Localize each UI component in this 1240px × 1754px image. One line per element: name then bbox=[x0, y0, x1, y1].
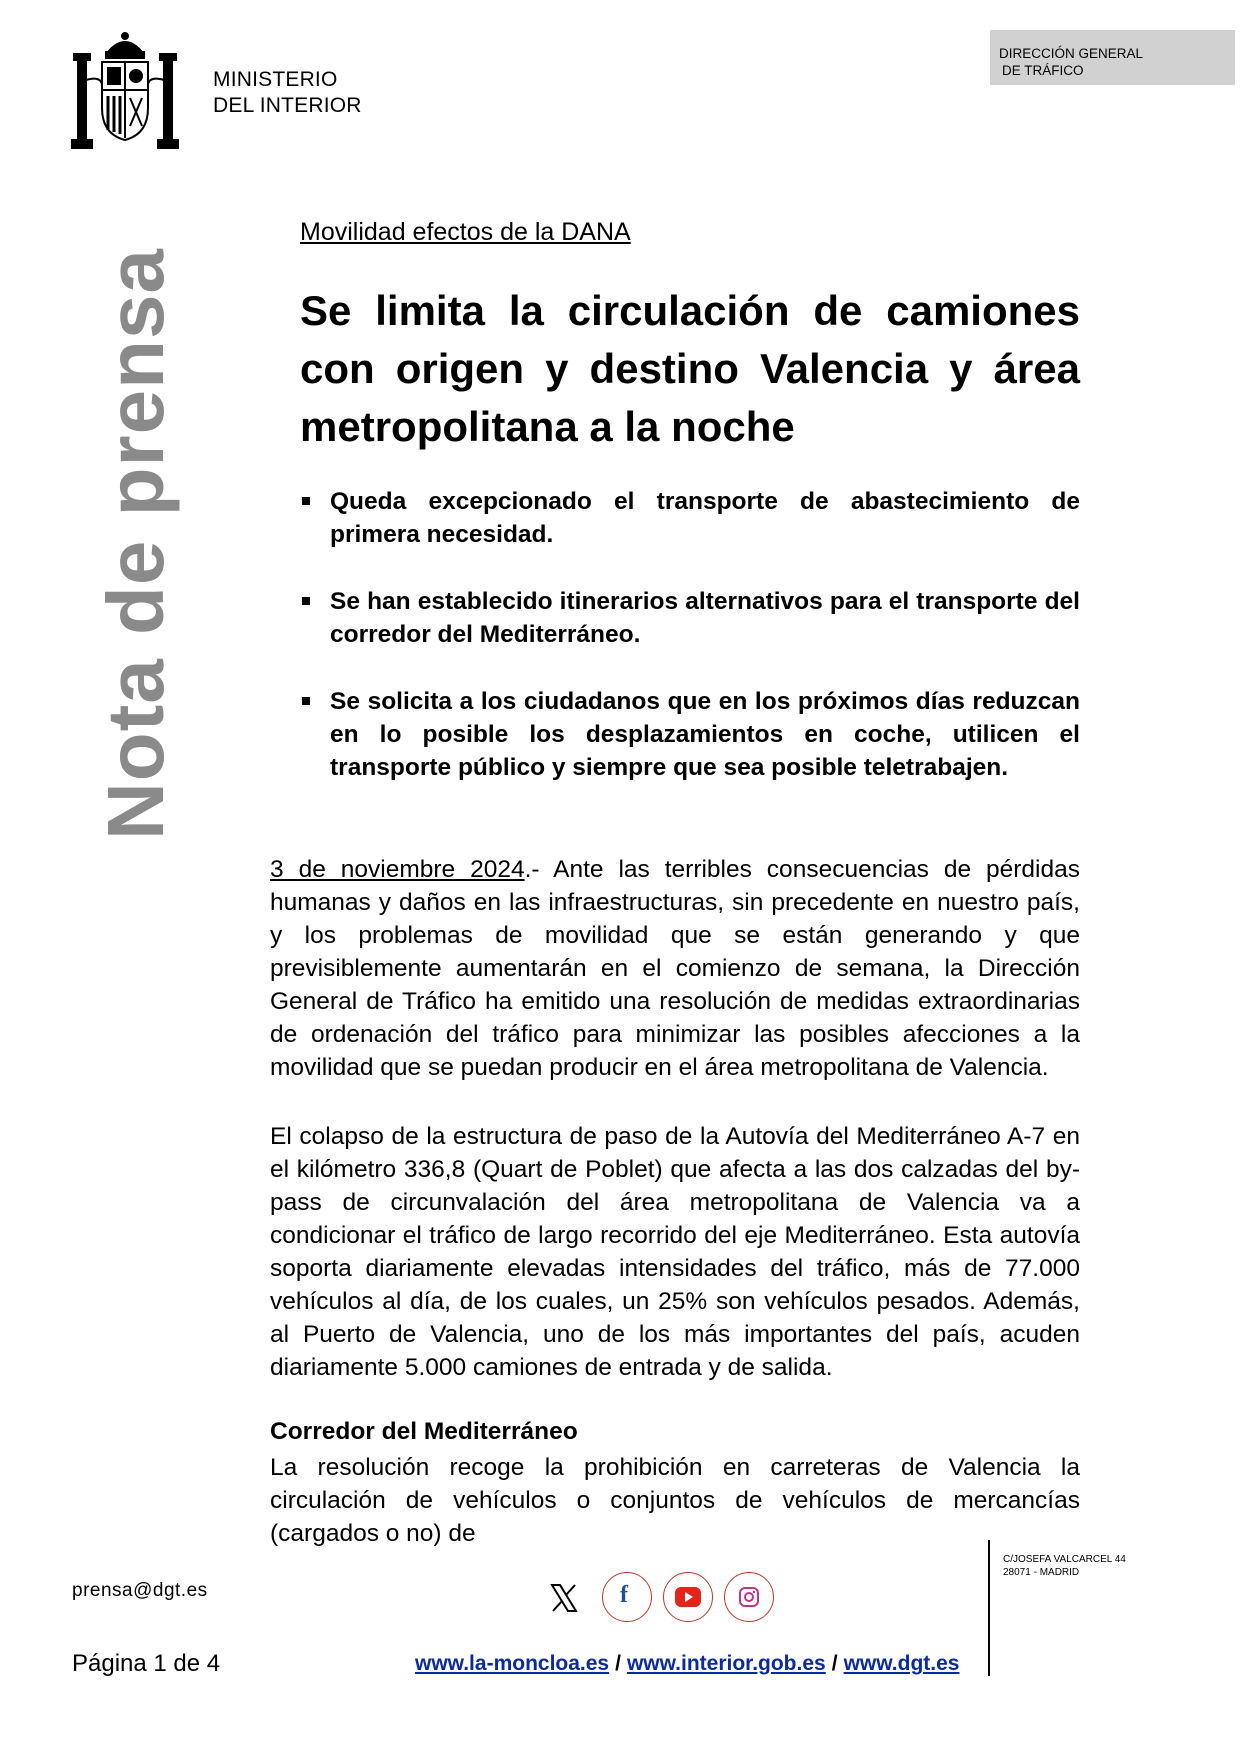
link-separator: / bbox=[831, 1652, 838, 1675]
bullet-text: Se solicita a los ciudadanos que en los próximos días reduzcan en lo posible los desplazamientos en coche, utilicen el transporte público y siempre que sea posible teletrabajen. bbox=[330, 688, 1080, 781]
youtube-icon[interactable] bbox=[663, 1572, 713, 1622]
address-line-1: C/JOSEFA VALCARCEL 44 bbox=[1003, 1554, 1126, 1565]
press-release-banner: Nota de prensa bbox=[91, 248, 180, 840]
bullet-square-icon bbox=[302, 697, 310, 705]
release-date: 3 de noviembre 2024 bbox=[270, 856, 525, 883]
dgt-line-2: DE TRÁFICO bbox=[1002, 63, 1084, 78]
instagram-icon[interactable] bbox=[724, 1572, 774, 1622]
link-dgt[interactable]: www.dgt.es bbox=[843, 1652, 960, 1675]
facebook-icon[interactable]: f bbox=[602, 1572, 652, 1622]
bullet-text: Se han establecido itinerarios alternativos para el transporte del corredor del Mediterráneo. bbox=[330, 588, 1080, 648]
dgt-header-box bbox=[990, 30, 1235, 85]
coat-of-arms-logo bbox=[70, 30, 180, 152]
footer-links bbox=[415, 1652, 959, 1676]
postal-address bbox=[1003, 1553, 1126, 1579]
x-icon[interactable] bbox=[548, 1582, 580, 1614]
headline: Se limita la circulación de camiones con origen y destino Valencia y área metropolitana a la noche bbox=[300, 287, 1080, 450]
section-subheading: Corredor del Mediterráneo bbox=[270, 1418, 578, 1445]
ministry-line-2: DEL INTERIOR bbox=[213, 94, 362, 117]
address-line-2: 28071 - MADRID bbox=[1003, 1567, 1080, 1578]
paragraph-text: .- Ante las terribles consecuencias de pérdidas humanas y daños en las infraestructuras, sin precedente en nuestro país, y los problemas de movilidad que se están generando y que previsiblemente aumentarán en el comienzo de semana, la Dirección General de Tráfico ha emitido una resolución de medidas extraordinarias de ordenación del tráfico para minimizar las posibles afecciones a la movilidad que se puedan producir en el área metropolitana de Valencia. bbox=[270, 856, 1080, 1081]
link-la-moncloa[interactable]: www.la-moncloa.es bbox=[415, 1652, 610, 1675]
bullet-item bbox=[300, 685, 1080, 784]
link-interior[interactable]: www.interior.gob.es bbox=[626, 1652, 826, 1675]
dgt-line-1: DIRECCIÓN GENERAL bbox=[999, 46, 1144, 61]
bullet-square-icon bbox=[302, 497, 310, 505]
footer-divider bbox=[988, 1540, 990, 1676]
body-paragraph-2: El colapso de la estructura de paso de la Autovía del Mediterráneo A-7 en el kilómetro 336,8 (Quart de Poblet) que afecta a las dos calzadas del by-pass de circunvalación del área metropolitana de Valencia va a condicionar el tráfico de largo recorrido del eje Mediterráneo. Esta autovía soporta diariamente elevadas intensidades del tráfico, más de 77.000 vehículos al día, de los cuales, un 25% son vehículos pesados. Además, al Puerto de Valencia, uno de los más importantes del país, acuden diariamente 5.000 camiones de entrada y de salida. bbox=[270, 1123, 1080, 1381]
kicker: Movilidad efectos de la DANA bbox=[300, 218, 631, 246]
bullet-square-icon bbox=[302, 597, 310, 605]
page-number: Página 1 de 4 bbox=[72, 1650, 221, 1677]
body-paragraph-1 bbox=[270, 853, 1080, 1084]
ministry-line-1: MINISTERIO bbox=[213, 68, 338, 91]
bullet-item bbox=[300, 485, 1080, 551]
link-separator: / bbox=[615, 1652, 621, 1675]
bullet-text: Queda excepcionado el transporte de abastecimiento de primera necesidad. bbox=[330, 488, 1080, 548]
ministry-name bbox=[213, 67, 362, 119]
bullet-item bbox=[300, 585, 1080, 651]
press-email: prensa@dgt.es bbox=[72, 1580, 208, 1601]
body-paragraph-3: La resolución recoge la prohibición en carreteras de Valencia la circulación de vehículos o conjuntos de vehículos de mercancías (cargados o no) de bbox=[270, 1454, 1080, 1547]
